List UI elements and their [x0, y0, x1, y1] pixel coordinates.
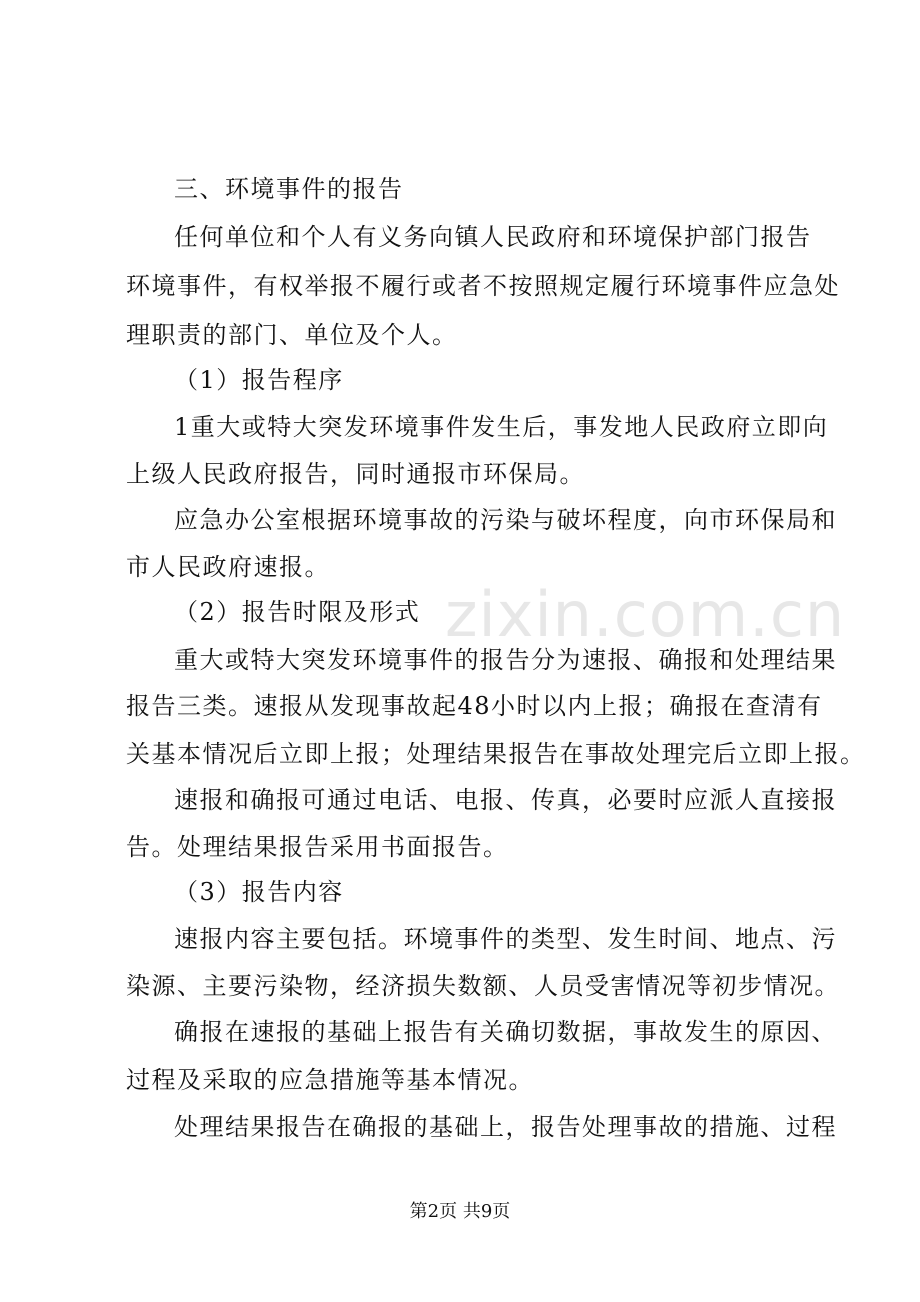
- paragraph-line: 理职责的部门、单位及个人。: [126, 321, 458, 349]
- subsection-heading: （2）报告时限及形式: [174, 598, 421, 626]
- paragraph-line: 环境事件，有权举报不履行或者不按照规定履行环境事件应急处: [126, 272, 840, 300]
- paragraph-line: 任何单位和个人有义务向镇人民政府和环境保护部门报告: [174, 223, 812, 251]
- paragraph-line: 速报和确报可通过电话、电报、传真，必要时应派人直接报: [174, 786, 837, 814]
- paragraph-line: 关基本情况后立即上报；处理结果报告在事故处理完后立即上报。: [126, 740, 866, 768]
- watermark: zixin.com.cn: [445, 578, 846, 651]
- paragraph-line: 应急办公室根据环境事故的污染与破坏程度，向市环保局和: [174, 506, 837, 534]
- paragraph-line: 上级人民政府报告，同时通报市环保局。: [126, 460, 585, 488]
- paragraph-line: 染源、主要污染物，经济损失数额、人员受害情况等初步情况。: [126, 972, 840, 1000]
- paragraph-line: 重大或特大突发环境事件的报告分为速报、确报和处理结果: [174, 646, 837, 674]
- paragraph-line: 确报在速报的基础上报告有关确切数据，事故发生的原因、: [174, 1018, 837, 1046]
- paragraph-line: 速报内容主要包括。环境事件的类型、发生时间、地点、污: [174, 925, 837, 953]
- paragraph-line: 报告三类。速报从发现事故起48小时以内上报；确报在查清有: [126, 692, 823, 720]
- section-heading: 三、环境事件的报告: [174, 175, 404, 203]
- paragraph-line: 处理结果报告在确报的基础上，报告处理事故的措施、过程: [174, 1113, 837, 1141]
- paragraph-line: 过程及采取的应急措施等基本情况。: [126, 1066, 534, 1094]
- paragraph-line: 市人民政府速报。: [126, 553, 330, 581]
- page-footer: 第2页 共9页: [409, 1201, 511, 1222]
- paragraph-line: 告。处理结果报告采用书面报告。: [126, 833, 509, 861]
- subsection-heading: （1）报告程序: [174, 366, 344, 394]
- paragraph-line: 1重大或特大突发环境事件发生后，事发地人民政府立即向: [174, 413, 829, 441]
- subsection-heading: （3）报告内容: [174, 878, 344, 906]
